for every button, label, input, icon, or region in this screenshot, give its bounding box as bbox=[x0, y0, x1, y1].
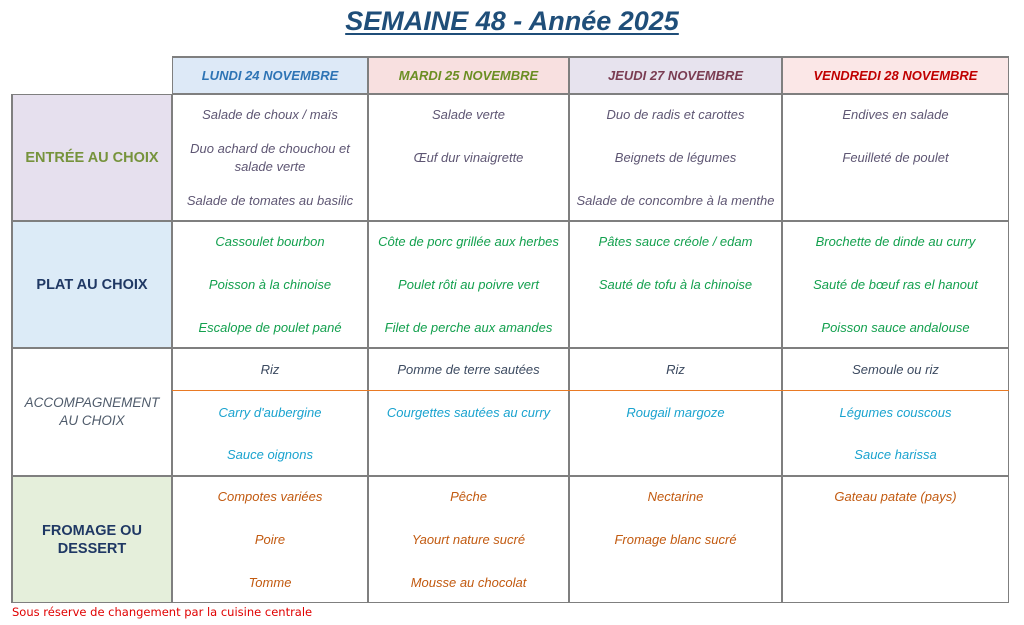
entree-item: Beignets de légumes bbox=[614, 150, 737, 165]
accompagnement-base-item: Riz bbox=[260, 362, 280, 377]
menu-cell-entree bbox=[368, 94, 569, 221]
day-header: VENDREDI 28 NOVEMBRE bbox=[782, 56, 1009, 94]
accompagnement-separator bbox=[172, 390, 1009, 391]
accompagnement-base-item: Semoule ou riz bbox=[852, 362, 939, 377]
plat-item: Sauté de bœuf ras el hanout bbox=[813, 277, 978, 292]
plat-item: Pâtes sauce créole / edam bbox=[598, 234, 753, 249]
entree-item: Salade de choux / maïs bbox=[202, 107, 338, 122]
plat-item: Filet de perche aux amandes bbox=[384, 320, 553, 335]
dessert-item: Mousse au chocolat bbox=[410, 575, 527, 590]
dessert-item: Pêche bbox=[450, 489, 487, 504]
menu-cell-entree bbox=[782, 94, 1009, 221]
plat-item: Poisson à la chinoise bbox=[208, 277, 332, 292]
category-entree: ENTRÉE AU CHOIX bbox=[11, 94, 172, 221]
menu-cell-dessert bbox=[172, 476, 368, 603]
entree-item: Endives en salade bbox=[842, 107, 949, 122]
plat-item: Brochette de dinde au curry bbox=[815, 234, 976, 249]
menu-cell-dessert bbox=[569, 476, 782, 603]
plat-item: Sauté de tofu à la chinoise bbox=[598, 277, 753, 292]
dessert-item: Compotes variées bbox=[217, 489, 323, 504]
menu-cell-plat bbox=[172, 221, 368, 348]
accompagnement-item: Carry d'aubergine bbox=[218, 405, 322, 420]
dessert-item: Poire bbox=[254, 532, 286, 547]
entree-item: Salade verte bbox=[432, 107, 505, 122]
menu-cell-plat bbox=[569, 221, 782, 348]
dessert-item: Tomme bbox=[248, 575, 292, 590]
accompagnement-item: Courgettes sautées au curry bbox=[386, 405, 551, 420]
accompagnement-item: Légumes couscous bbox=[839, 405, 952, 420]
dessert-item: Nectarine bbox=[647, 489, 704, 504]
day-header: JEUDI 27 NOVEMBRE bbox=[569, 56, 782, 94]
dessert-item: Gateau patate (pays) bbox=[834, 489, 957, 504]
entree-item: Salade de tomates au basilic bbox=[186, 193, 354, 208]
accompagnement-item: Sauce oignons bbox=[226, 447, 313, 462]
entree-item: Œuf dur vinaigrette bbox=[413, 150, 524, 165]
plat-item: Poisson sauce andalouse bbox=[821, 320, 970, 335]
category-accompagnement: ACCOMPAGNEMENT AU CHOIX bbox=[11, 348, 172, 476]
menu-cell-accompagnement bbox=[368, 348, 569, 476]
category-plat: PLAT AU CHOIX bbox=[11, 221, 172, 348]
entree-item: Feuilleté de poulet bbox=[842, 150, 949, 165]
entree-item: Salade de concombre à la menthe bbox=[576, 193, 775, 208]
day-header: LUNDI 24 NOVEMBRE bbox=[172, 56, 368, 94]
day-header: MARDI 25 NOVEMBRE bbox=[368, 56, 569, 94]
menu-cell-dessert bbox=[782, 476, 1009, 603]
menu-cell-entree bbox=[172, 94, 368, 221]
category-dessert: FROMAGE OU DESSERT bbox=[11, 476, 172, 603]
plat-item: Côte de porc grillée aux herbes bbox=[378, 234, 559, 249]
page-title: SEMAINE 48 - Année 2025 bbox=[345, 6, 679, 36]
menu-cell-plat bbox=[368, 221, 569, 348]
menu-cell-plat bbox=[782, 221, 1009, 348]
accompagnement-base-item: Riz bbox=[666, 362, 685, 377]
menu-cell-accompagnement bbox=[782, 348, 1009, 476]
accompagnement-item: Rougail margoze bbox=[626, 405, 725, 420]
entree-item: Duo de radis et carottes bbox=[606, 107, 745, 122]
dessert-item: Fromage blanc sucré bbox=[614, 532, 737, 547]
plat-item: Poulet rôti au poivre vert bbox=[398, 277, 539, 292]
entree-item: Duo achard de chouchou et salade verte bbox=[190, 141, 350, 174]
menu-cell-entree bbox=[569, 94, 782, 221]
menu-cell-accompagnement bbox=[172, 348, 368, 476]
menu-cell-accompagnement bbox=[569, 348, 782, 476]
accompagnement-base-item: Pomme de terre sautées bbox=[397, 362, 540, 377]
menu-cell-dessert bbox=[368, 476, 569, 603]
footnote: Sous réserve de changement par la cuisine centrale bbox=[12, 605, 313, 619]
plat-item: Escalope de poulet pané bbox=[198, 320, 342, 335]
plat-item: Cassoulet bourbon bbox=[215, 234, 325, 249]
accompagnement-item: Sauce harissa bbox=[854, 447, 937, 462]
dessert-item: Yaourt nature sucré bbox=[411, 532, 526, 547]
